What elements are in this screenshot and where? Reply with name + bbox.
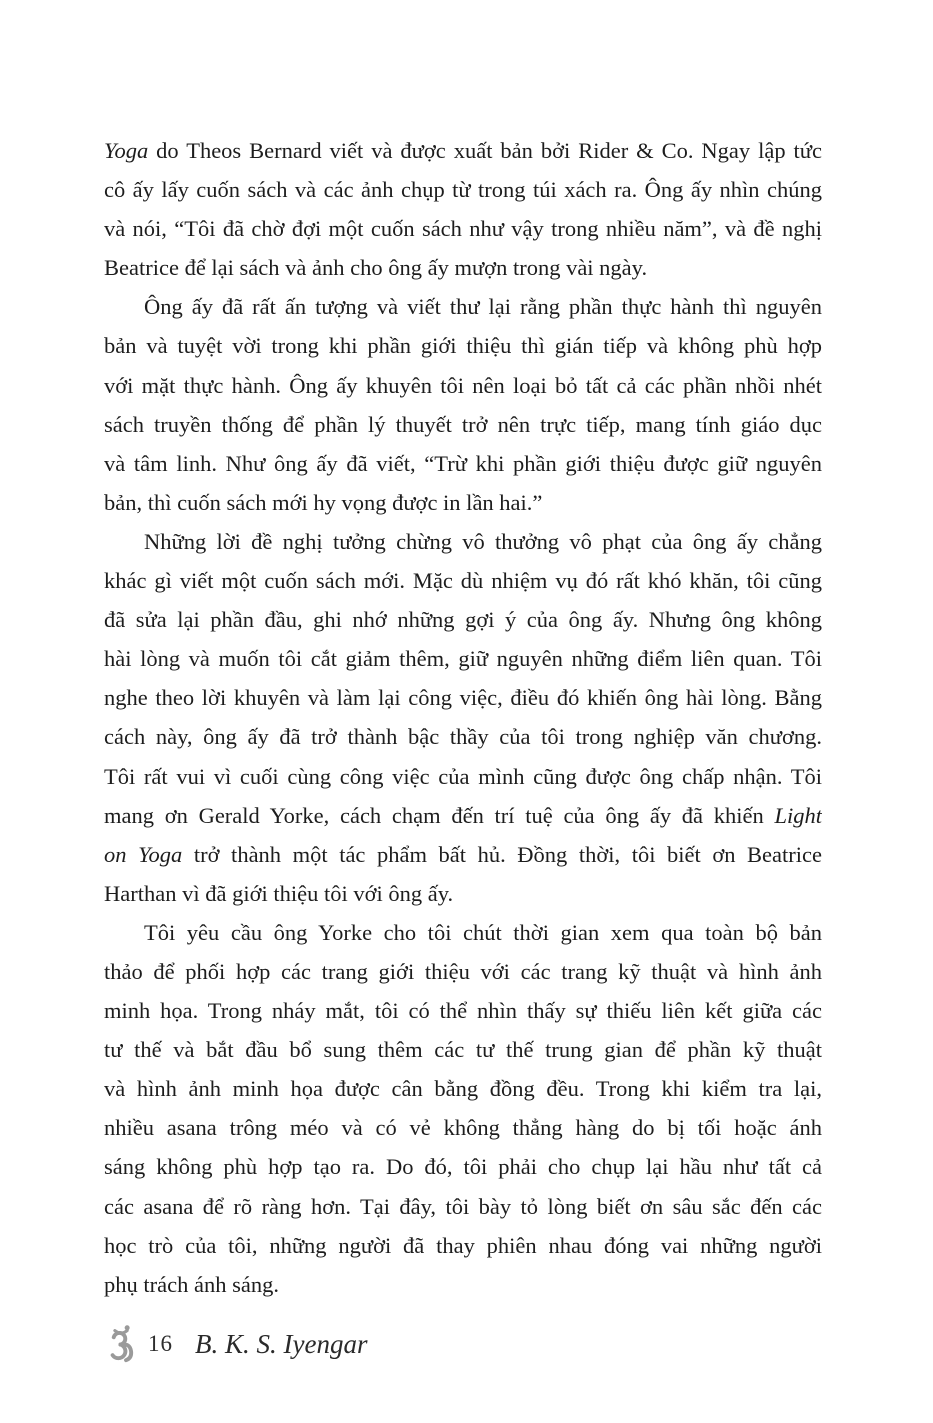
page-footer xyxy=(103,1322,367,1366)
text-line: cô ấy lấy cuốn sách và các ảnh chụp từ trong túi xách ra. Ông ấy nhìn chúng xyxy=(104,177,822,203)
text-line: và hình ảnh minh họa được cân bằng đồng đều. Trong khi kiểm tra lại, xyxy=(104,1076,822,1102)
text-line: Tôi yêu cầu ông Yorke cho tôi chút thời gian xem qua toàn bộ bản xyxy=(144,919,822,945)
text-line: Những lời đề nghị tưởng chừng vô thưởng vô phạt của ông ấy chẳng xyxy=(144,528,822,554)
text-block xyxy=(104,131,822,1304)
text-line: Tôi rất vui vì cuối cùng công việc của mình cũng được ông chấp nhận. Tôi xyxy=(104,763,822,789)
text-line: cách này, ông ấy đã trở thành bậc thầy của tôi trong nghiệp văn chương. xyxy=(104,724,822,750)
paragraph xyxy=(104,522,822,913)
text-line: Ông ấy đã rất ấn tượng và viết thư lại rằng phần thực hành thì nguyên xyxy=(144,294,822,320)
text-line: bản và tuyệt vời trong khi phần giới thiệu thì gián tiếp và không phù hợp xyxy=(104,333,822,359)
text-line: on Yoga trở thành một tác phẩm bất hủ. Đồng thời, tôi biết ơn Beatrice xyxy=(104,841,822,867)
text-line: nghe theo lời khuyên và làm lại công việc, điều đó khiến ông hài lòng. Bằng xyxy=(104,685,822,711)
text-line: hài lòng và muốn tôi cắt giảm thêm, giữ nguyên những điểm liên quan. Tôi xyxy=(104,646,822,672)
text-line: tư thế và bắt đầu bổ sung thêm các tư thế trung gian để phần kỹ thuật xyxy=(104,1037,822,1063)
text-line: với mặt thực hành. Ông ấy khuyên tôi nên loại bỏ tất cả các phần nhồi nhét xyxy=(104,372,822,398)
text-line: đã sửa lại phần đầu, ghi nhớ những gợi ý của ông ấy. Nhưng ông không xyxy=(104,607,822,633)
text-line: Yoga do Theos Bernard viết và được xuất bản bởi Rider & Co. Ngay lập tức xyxy=(104,138,822,163)
text-line: Harthan vì đã giới thiệu tôi với ông ấy. xyxy=(104,880,454,906)
text-line: học trò của tôi, những người đã thay phiên nhau đóng vai những người xyxy=(104,1232,822,1258)
text-line: các asana để rõ ràng hơn. Tại đây, tôi bày tỏ lòng biết ơn sâu sắc đến các xyxy=(104,1193,822,1219)
text-line: thảo để phối hợp các trang giới thiệu với các trang kỹ thuật và hình ảnh xyxy=(104,958,822,984)
text-line: mang ơn Gerald Yorke, cách chạm đến trí tuệ của ông ấy đã khiến Light xyxy=(104,802,822,828)
text-line: sách truyền thống để phần lý thuyết trở nên trực tiếp, mang tính giáo dục xyxy=(104,411,822,437)
text-line: và tâm linh. Như ông ấy đã viết, “Trừ khi phần giới thiệu được giữ nguyên xyxy=(104,450,822,476)
text-line: khác gì viết một cuốn sách mới. Mặc dù nhiệm vụ đó rất khó khăn, tôi cũng xyxy=(104,568,822,594)
text-line: sáng không phù hợp tạo ra. Do đó, tôi phải cho chụp lại hầu như tất cả xyxy=(104,1154,822,1180)
text-line: nhiều asana trông méo và có vẻ không thẳng hàng do bị tối hoặc ánh xyxy=(104,1115,822,1141)
paragraph xyxy=(104,913,822,1304)
paragraph xyxy=(104,287,822,522)
text-line: Beatrice để lại sách và ảnh cho ông ấy mượn trong vài ngày. xyxy=(104,255,648,281)
text-line: phụ trách ánh sáng. xyxy=(104,1271,279,1297)
paragraph xyxy=(104,131,822,287)
text-line: minh họa. Trong nháy mắt, tôi có thể nhìn thấy sự thiếu liên kết giữa các xyxy=(104,998,822,1024)
page-number: 16 xyxy=(148,1331,173,1356)
text-line: và nói, “Tôi đã chờ đợi một cuốn sách như vậy trong nhiều năm”, và đề nghị xyxy=(104,216,822,242)
footer-author: B. K. S. Iyengar xyxy=(195,1328,368,1359)
om-icon xyxy=(103,1325,139,1363)
text-line: bản, thì cuốn sách mới hy vọng được in lần hai.” xyxy=(104,489,543,515)
